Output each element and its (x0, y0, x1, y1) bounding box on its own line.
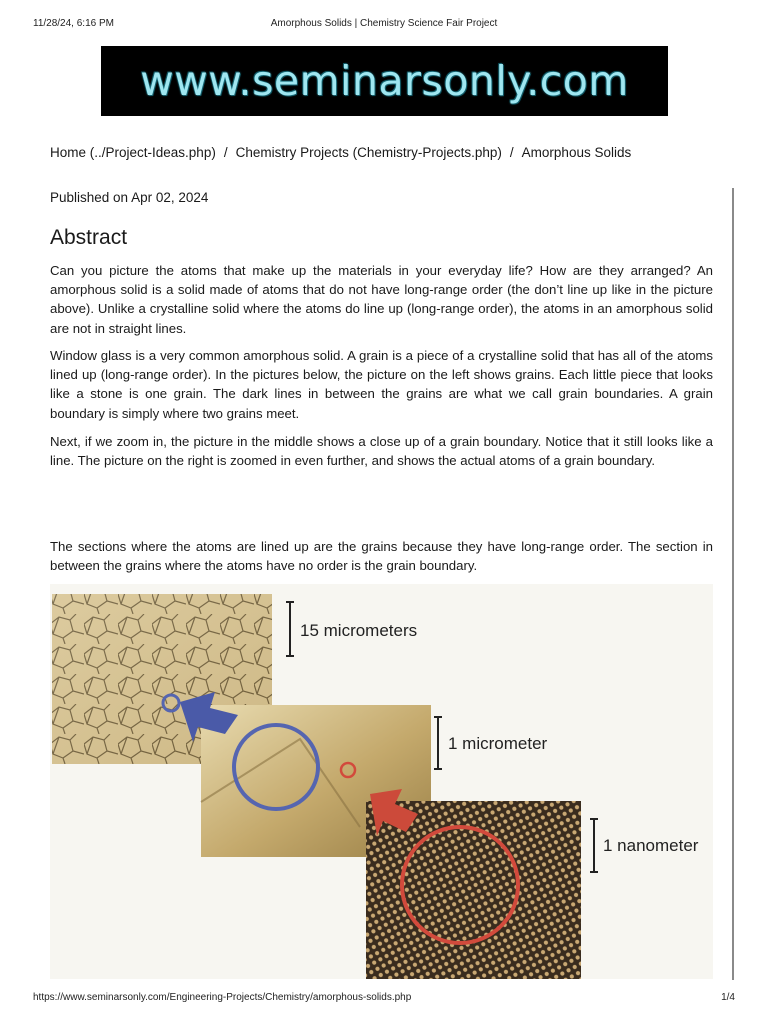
scale-label-15-micrometers: 15 micrometers (300, 621, 418, 640)
published-date: Published on Apr 02, 2024 (50, 190, 209, 205)
scale-bar (590, 819, 598, 872)
breadcrumb-home-link[interactable]: Home (../Project-Ideas.php) (50, 145, 216, 160)
breadcrumb (50, 145, 631, 160)
abstract-paragraph: Window glass is a very common amorphous solid. A grain is a piece of a crystalline solid that has all of the atoms lined up (long-range order). In the pictures below, the picture on the left shows grains. Each little piece that looks like a stone is one grain. The dark lines in between the grains are what we call grain boundaries. A grain boundary is simply where two grains meet. (50, 348, 713, 421)
scale-bar (286, 602, 294, 656)
grain-boundary-figure (50, 584, 713, 979)
breadcrumb-current: Amorphous Solids (521, 145, 632, 160)
scrollbar[interactable] (732, 188, 734, 980)
breadcrumb-separator: / (509, 145, 514, 160)
abstract-paragraph: Next, if we zoom in, the picture in the middle shows a close up of a grain boundary. Notice that it still looks like a line. The picture on the right is zoomed in even further, and shows the actual atoms of a grain boundary. (50, 434, 713, 469)
scale-label-1-micrometer: 1 micrometer (448, 734, 548, 753)
print-url: https://www.seminarsonly.com/Engineering-Projects/Chemistry/amorphous-solids.php (33, 992, 412, 1003)
print-page-title: Amorphous Solids | Chemistry Science Fair Project (270, 18, 498, 29)
site-banner[interactable] (101, 46, 668, 116)
abstract-heading: Abstract (50, 226, 128, 249)
abstract-paragraph: The sections where the atoms are lined up are the grains because they have long-range order. The section in between the grains where the atoms have no order is the grain boundary. (50, 539, 713, 574)
breadcrumb-category-link[interactable]: Chemistry Projects (Chemistry-Projects.php) (235, 145, 502, 160)
print-page-number: 1/4 (721, 992, 735, 1003)
site-logo-text: www.seminarsonly.com (140, 57, 629, 105)
print-datetime: 11/28/24, 6:16 PM (33, 18, 114, 29)
breadcrumb-separator: / (223, 145, 228, 160)
abstract-paragraph: Can you picture the atoms that make up the materials in your everyday life? How are they arranged? An amorphous solid is a solid made of atoms that do not have long-range order (the don’t line up like in the picture above). Unlike a crystalline solid where the atoms do line up (long-range order), the atoms in an amorphous solid are not in straight lines. (50, 263, 713, 336)
scale-label-1-nanometer: 1 nanometer (603, 836, 699, 855)
scale-bar (434, 717, 442, 769)
